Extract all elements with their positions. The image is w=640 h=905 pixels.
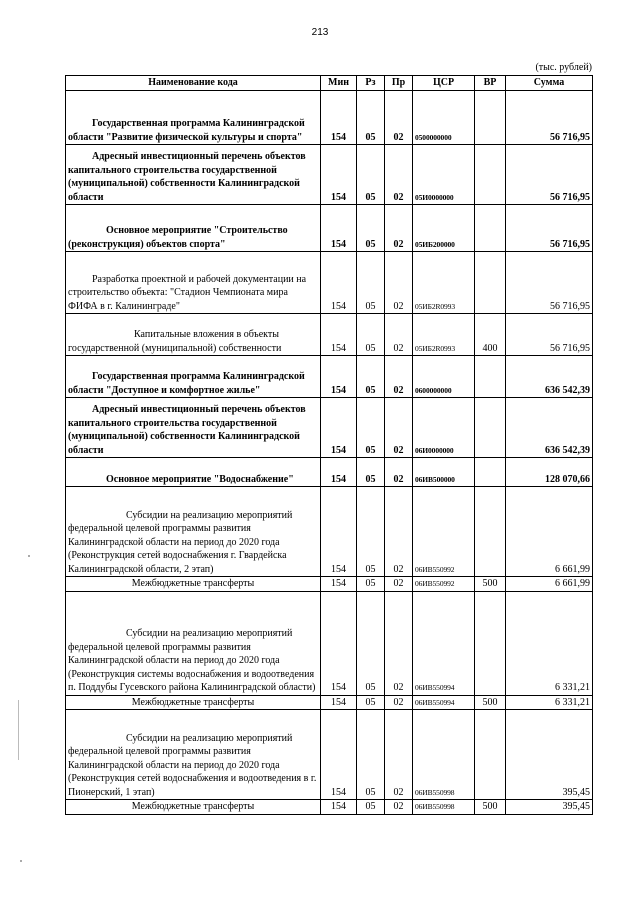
row-name: Адресный инвестиционный перечень объектов капитального строительства государственной (муниципальной) собственности Калининградской области: [66, 398, 321, 458]
row-csr: 06ИВ550992: [413, 487, 475, 577]
row-min: 154: [321, 695, 357, 710]
row-csr: 06ИВ550994: [413, 695, 475, 710]
row-sum: 6 661,99: [506, 577, 593, 592]
column-header-pr: Пр: [385, 76, 413, 91]
row-sum: 6 331,21: [506, 591, 593, 695]
row-vr: [475, 710, 506, 800]
row-sum: 56 716,95: [506, 205, 593, 252]
table-row: [66, 145, 593, 205]
row-name: Субсидии на реализацию мероприятий федеральной целевой программы развития Калининградской области на период до 2020 года (Реконструкция сетей водоснабжения г. Гвардейска Калининградской области, 2 этап): [66, 487, 321, 577]
row-rz: 05: [357, 314, 385, 356]
row-min: 154: [321, 398, 357, 458]
row-vr: [475, 252, 506, 314]
row-min: 154: [321, 252, 357, 314]
row-csr: 0600000000: [413, 356, 475, 398]
row-sum: 395,45: [506, 800, 593, 815]
row-rz: 05: [357, 591, 385, 695]
scan-speck: [28, 555, 30, 557]
row-pr: 02: [385, 145, 413, 205]
table-row: [66, 91, 593, 145]
row-name: Субсидии на реализацию мероприятий федеральной целевой программы развития Калининградской области на период до 2020 года (Реконструкция системы водоснабжения и водоотведения п. Поддубы Гусевского района Калининградской области): [66, 591, 321, 695]
row-rz: 05: [357, 577, 385, 592]
row-min: 154: [321, 356, 357, 398]
row-name: Субсидии на реализацию мероприятий федеральной целевой программы развития Калининградской области на период до 2020 года (Реконструкция сетей водоснабжения и водоотведения в г. Пионерский, 1 этап): [66, 710, 321, 800]
row-csr: 06ИВ550992: [413, 577, 475, 592]
table-row: [66, 577, 593, 592]
row-min: 154: [321, 314, 357, 356]
row-vr: [475, 356, 506, 398]
table-row: [66, 710, 593, 800]
column-header-csr: ЦСР: [413, 76, 475, 91]
row-sum: 56 716,95: [506, 252, 593, 314]
column-header-vr: ВР: [475, 76, 506, 91]
row-min: 154: [321, 145, 357, 205]
row-pr: 02: [385, 356, 413, 398]
column-header-rz: Рз: [357, 76, 385, 91]
row-pr: 02: [385, 205, 413, 252]
row-vr: 400: [475, 314, 506, 356]
row-min: 154: [321, 487, 357, 577]
row-rz: 05: [357, 205, 385, 252]
scan-speck: [20, 860, 22, 862]
row-name: Государственная программа Калининградской области "Доступное и комфортное жилье": [66, 356, 321, 398]
table-row: [66, 487, 593, 577]
row-name: Государственная программа Калининградской области "Развитие физической культуры и спорта": [66, 91, 321, 145]
row-csr: 05ИБ2R0993: [413, 314, 475, 356]
row-vr: 500: [475, 695, 506, 710]
row-pr: 02: [385, 577, 413, 592]
table-row: [66, 695, 593, 710]
row-rz: 05: [357, 356, 385, 398]
row-rz: 05: [357, 800, 385, 815]
row-name: Основное мероприятие "Строительство (реконструкция) объектов спорта": [66, 205, 321, 252]
row-pr: 02: [385, 487, 413, 577]
row-vr: [475, 487, 506, 577]
row-min: 154: [321, 91, 357, 145]
row-sum: 636 542,39: [506, 398, 593, 458]
table-row: [66, 398, 593, 458]
row-pr: 02: [385, 800, 413, 815]
row-csr: 05И0000000: [413, 145, 475, 205]
row-csr: 06ИВ550994: [413, 591, 475, 695]
row-sum: 636 542,39: [506, 356, 593, 398]
row-rz: 05: [357, 487, 385, 577]
row-sum: 6 661,99: [506, 487, 593, 577]
row-vr: [475, 458, 506, 487]
row-csr: 06ИВ500000: [413, 458, 475, 487]
row-rz: 05: [357, 710, 385, 800]
row-name: Разработка проектной и рабочей документации на строительство объекта: "Стадион Чемпионата мира ФИФА в г. Калининграде": [66, 252, 321, 314]
row-min: 154: [321, 800, 357, 815]
row-name: Межбюджетные трансферты: [66, 695, 321, 710]
table-row: [66, 252, 593, 314]
table-row: [66, 458, 593, 487]
row-pr: 02: [385, 91, 413, 145]
row-vr: [475, 91, 506, 145]
row-csr: 06ИВ550998: [413, 710, 475, 800]
row-min: 154: [321, 577, 357, 592]
table-row: [66, 356, 593, 398]
row-sum: 6 331,21: [506, 695, 593, 710]
row-rz: 05: [357, 695, 385, 710]
row-name: Межбюджетные трансферты: [66, 577, 321, 592]
row-pr: 02: [385, 710, 413, 800]
row-pr: 02: [385, 252, 413, 314]
row-csr: 05ИБ2R0993: [413, 252, 475, 314]
row-pr: 02: [385, 398, 413, 458]
row-sum: 56 716,95: [506, 91, 593, 145]
column-header-min: Мин: [321, 76, 357, 91]
scan-edge-mark: [18, 700, 19, 760]
row-rz: 05: [357, 145, 385, 205]
row-vr: 500: [475, 800, 506, 815]
row-name: Адресный инвестиционный перечень объектов капитального строительства государственной (муниципальной) собственности Калининградской области: [66, 145, 321, 205]
row-csr: 0500000000: [413, 91, 475, 145]
units-note: (тыс. рублей): [535, 62, 592, 73]
row-pr: 02: [385, 458, 413, 487]
row-rz: 05: [357, 91, 385, 145]
table-header-row: [66, 76, 593, 91]
row-sum: 128 070,66: [506, 458, 593, 487]
row-sum: 56 716,95: [506, 314, 593, 356]
row-vr: [475, 205, 506, 252]
row-csr: 05ИБ200000: [413, 205, 475, 252]
row-vr: [475, 398, 506, 458]
table-row: [66, 800, 593, 815]
row-pr: 02: [385, 314, 413, 356]
row-csr: 06И0000000: [413, 398, 475, 458]
table-row: [66, 591, 593, 695]
row-sum: 395,45: [506, 710, 593, 800]
row-vr: 500: [475, 577, 506, 592]
row-rz: 05: [357, 398, 385, 458]
row-min: 154: [321, 710, 357, 800]
row-name: Капитальные вложения в объекты государственной (муниципальной) собственности: [66, 314, 321, 356]
row-name: Межбюджетные трансферты: [66, 800, 321, 815]
row-pr: 02: [385, 695, 413, 710]
column-header-sum: Сумма: [506, 76, 593, 91]
row-min: 154: [321, 458, 357, 487]
table-row: [66, 314, 593, 356]
row-rz: 05: [357, 458, 385, 487]
budget-table: [65, 75, 593, 815]
row-name: Основное мероприятие "Водоснабжение": [66, 458, 321, 487]
table-row: [66, 205, 593, 252]
row-vr: [475, 145, 506, 205]
row-vr: [475, 591, 506, 695]
column-header-name: Наименование кода: [66, 76, 321, 91]
page-number: 213: [311, 27, 329, 38]
row-csr: 06ИВ550998: [413, 800, 475, 815]
row-pr: 02: [385, 591, 413, 695]
row-rz: 05: [357, 252, 385, 314]
row-min: 154: [321, 591, 357, 695]
row-min: 154: [321, 205, 357, 252]
row-sum: 56 716,95: [506, 145, 593, 205]
